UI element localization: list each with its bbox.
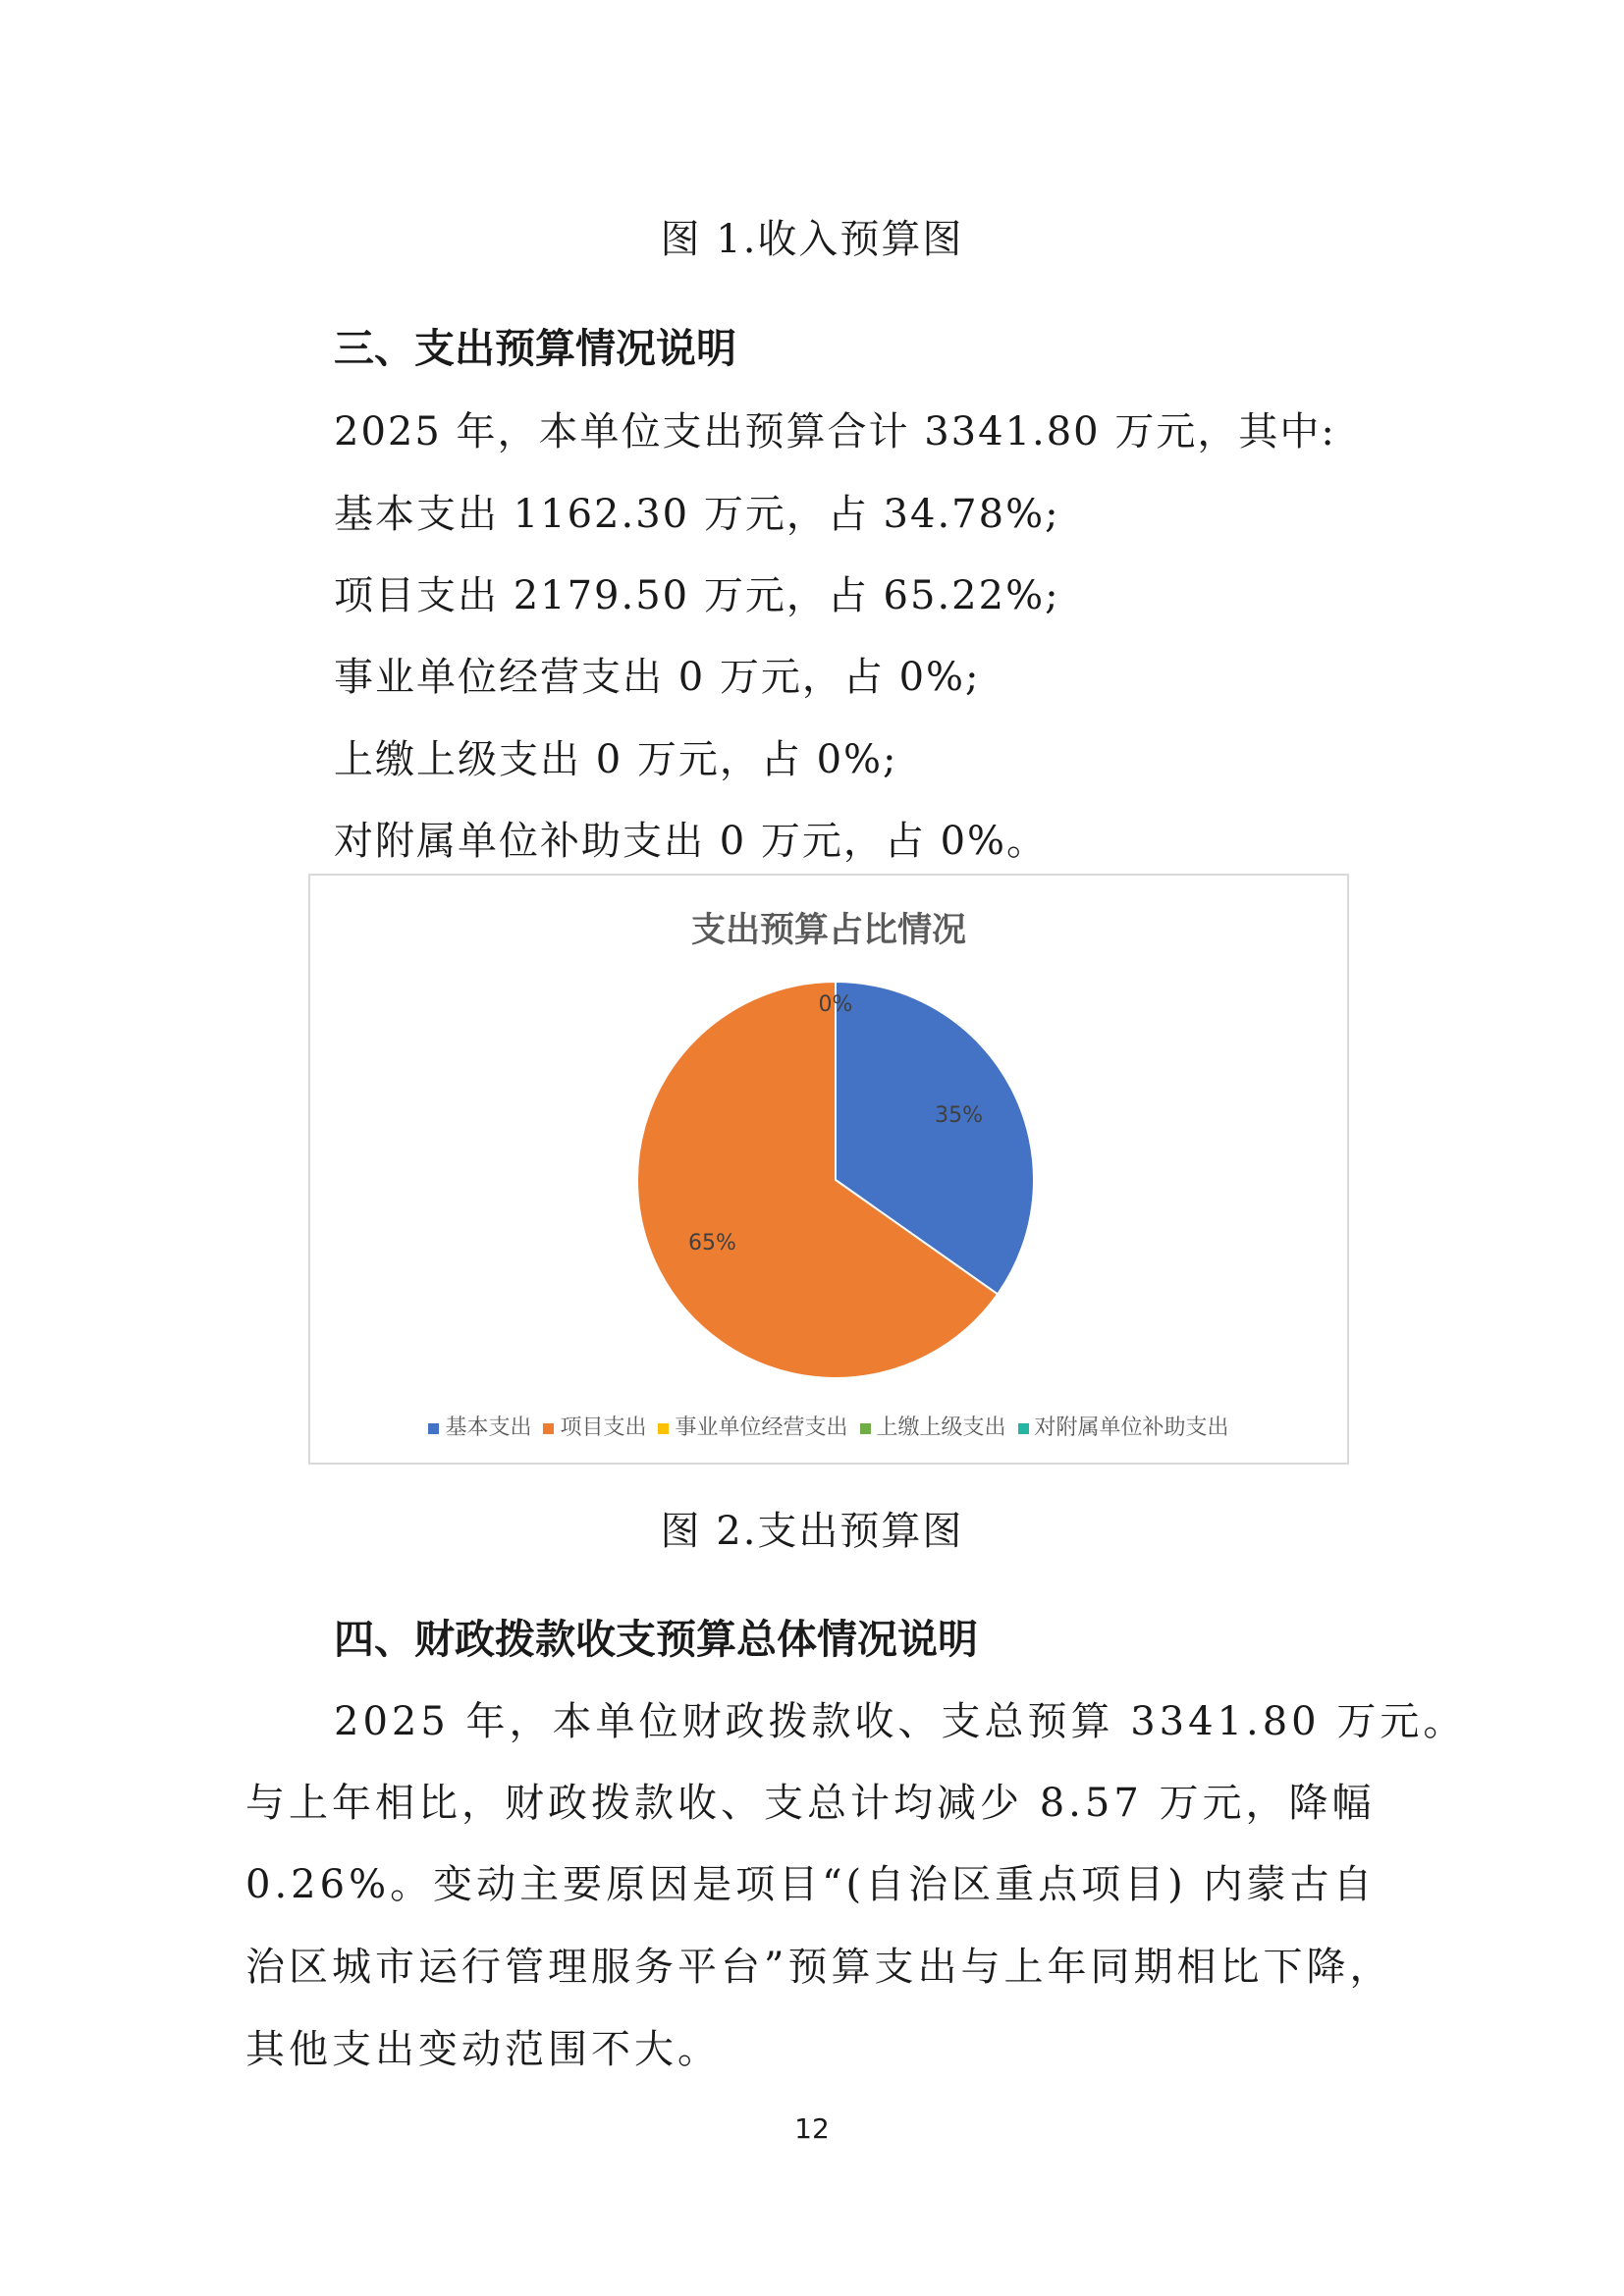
section3-line-1: 2025 年，本单位支出预算合计 3341.80 万元，其中: [334, 409, 1336, 454]
legend-label-3: 事业单位经营支出 [675, 1415, 848, 1440]
chart-title: 支出预算占比情况 [690, 911, 966, 950]
pie-chart-container [308, 874, 1349, 1465]
legend-item-4 [860, 1411, 1006, 1441]
legend-swatch-4 [860, 1423, 871, 1434]
section4-line-1: 2025 年，本单位财政拨款收、支总预算 3341.80 万元。 [334, 1699, 1467, 1744]
legend-label-4: 上缴上级支出 [876, 1415, 1006, 1440]
legend-swatch-3 [658, 1423, 669, 1434]
legend-label-5: 对附属单位补助支出 [1034, 1415, 1229, 1440]
legend-item-1 [428, 1411, 531, 1441]
legend-swatch-5 [1018, 1423, 1029, 1434]
legend-swatch-2 [543, 1423, 554, 1434]
legend-swatch-1 [428, 1423, 439, 1434]
section4-line-3: 0.26%。变动主要原因是项目“(自治区重点项目) 内蒙古自 [245, 1862, 1377, 1907]
section3-line-5: 上缴上级支出 0 万元，占 0%; [334, 737, 898, 782]
section4-heading: 四、财政拨款收支预算总体情况说明 [334, 1616, 978, 1663]
section4-line-5: 其他支出变动范围不大。 [245, 2027, 721, 2072]
legend-item-2 [543, 1411, 646, 1441]
figure1-caption: 图 1.收入预算图 [660, 217, 964, 262]
section3-line-3: 项目支出 2179.50 万元，占 65.22%; [334, 573, 1060, 618]
pie-chart [310, 876, 1347, 1463]
section3-line-4: 事业单位经营支出 0 万元，占 0%; [334, 655, 981, 700]
legend-item-3 [658, 1411, 847, 1441]
page-number: 12 [794, 2112, 830, 2145]
legend-item-5 [1018, 1411, 1229, 1441]
pie-data-label-3: 0% [818, 992, 853, 1018]
pie-data-label-1: 35% [935, 1102, 983, 1128]
figure2-caption: 图 2.支出预算图 [660, 1509, 964, 1554]
pie-data-label-2: 65% [688, 1231, 736, 1256]
section3-line-6: 对附属单位补助支出 0 万元，占 0%。 [334, 819, 1049, 864]
chart-legend [310, 1411, 1347, 1441]
section4-line-2: 与上年相比，财政拨款收、支总计均减少 8.57 万元，降幅 [245, 1781, 1376, 1826]
legend-label-1: 基本支出 [445, 1415, 532, 1440]
section3-line-2: 基本支出 1162.30 万元，占 34.78%; [334, 492, 1060, 537]
section3-heading: 三、支出预算情况说明 [334, 325, 736, 372]
legend-label-2: 项目支出 [560, 1415, 647, 1440]
section4-line-4: 治区城市运行管理服务平台”预算支出与上年同期相比下降， [245, 1945, 1393, 1990]
